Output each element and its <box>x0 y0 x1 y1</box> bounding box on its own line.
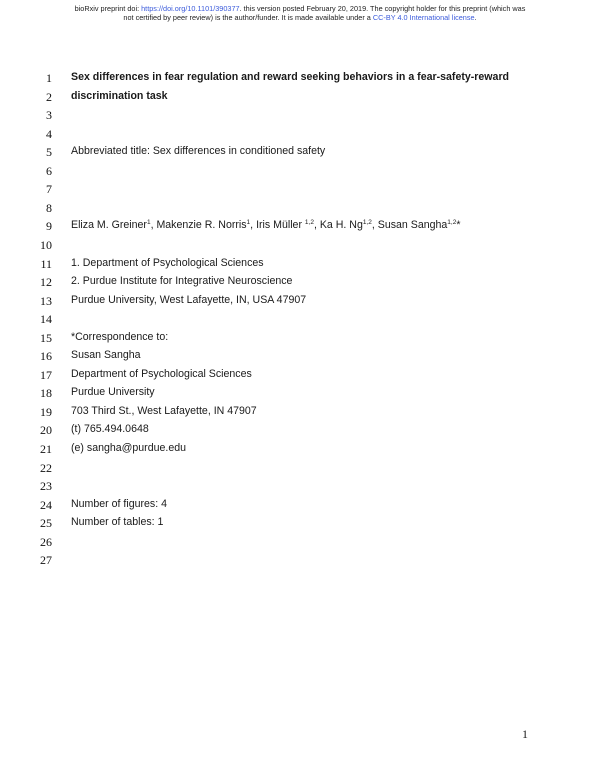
manuscript-line <box>0 143 600 162</box>
author-affiliation: 1,2 <box>447 219 457 227</box>
line-text: *Correspondence to: <box>71 330 169 343</box>
manuscript-line <box>0 477 600 496</box>
manuscript-line <box>0 421 600 440</box>
license-link[interactable]: CC-BY 4.0 International license <box>372 13 475 22</box>
author-separator: , <box>371 219 378 232</box>
line-text: 2. Purdue Institute for Integrative Neuroscience <box>71 275 293 288</box>
preprint-header <box>0 4 600 22</box>
line-number: 16 <box>40 349 52 364</box>
manuscript-line <box>0 533 600 552</box>
manuscript-line <box>0 292 600 311</box>
line-number: 12 <box>40 275 52 290</box>
manuscript-line <box>0 403 600 422</box>
line-number: 14 <box>40 312 52 327</box>
line-text: (t) 765.494.0648 <box>71 423 149 436</box>
manuscript-line <box>0 347 600 366</box>
line-number: 18 <box>40 386 52 401</box>
manuscript-line <box>0 366 600 385</box>
page-number: 1 <box>522 727 528 741</box>
author-affiliation: 1 <box>146 219 151 227</box>
line-number: 24 <box>40 497 52 512</box>
manuscript-line <box>0 88 600 107</box>
header-line-2 <box>0 13 600 22</box>
author-affiliation: 1 <box>246 219 251 227</box>
line-text: Number of figures: 4 <box>71 497 167 510</box>
manuscript-line <box>0 384 600 403</box>
author-name: Eliza M. Greiner <box>71 219 147 232</box>
header-line2-prefix: not certified by peer review) is the author/funder. It is made available under a <box>123 13 373 22</box>
line-number: 10 <box>40 237 52 252</box>
line-number: 4 <box>46 126 52 141</box>
line-number: 1 <box>46 71 52 85</box>
author-name: Iris Müller <box>256 219 305 232</box>
line-text: 703 Third St., West Lafayette, IN 47907 <box>71 404 257 417</box>
author-separator: , <box>150 219 157 232</box>
author-name: Susan Sangha <box>377 219 448 232</box>
manuscript-line <box>0 125 600 144</box>
manuscript-line <box>0 329 600 348</box>
doi-link[interactable]: https://doi.org/10.1101/390377 <box>141 4 240 13</box>
author-name: Ka H. Ng <box>319 219 363 232</box>
line-number: 21 <box>40 442 52 456</box>
author-affiliation: 1,2 <box>304 219 314 227</box>
header-doi-prefix: bioRxiv preprint doi: <box>74 4 142 13</box>
line-number: 15 <box>40 330 52 345</box>
manuscript-line <box>0 514 600 533</box>
author-name: Makenzie R. Norris <box>156 219 247 232</box>
manuscript-line <box>0 69 600 88</box>
line-number: 23 <box>40 479 52 494</box>
line-text: (e) sangha@purdue.edu <box>71 442 187 454</box>
manuscript-line <box>0 551 600 570</box>
author-separator: , <box>313 219 320 232</box>
author-list <box>71 219 460 231</box>
line-number: 11 <box>40 256 52 271</box>
line-number: 22 <box>40 460 52 475</box>
line-number: 17 <box>40 367 52 382</box>
line-text: Department of Psychological Sciences <box>71 367 252 380</box>
line-number: 19 <box>40 404 52 419</box>
manuscript-line <box>0 217 600 236</box>
manuscript-line <box>0 310 600 329</box>
line-number: 20 <box>40 423 52 438</box>
line-text: Abbreviated title: Sex differences in conditioned safety <box>71 145 326 158</box>
manuscript-line <box>0 236 600 255</box>
line-text: Purdue University, West Lafayette, IN, USA 47907 <box>71 293 307 306</box>
manuscript-line <box>0 162 600 181</box>
line-number: 6 <box>46 163 52 178</box>
manuscript-line <box>0 106 600 125</box>
paper-title: Sex differences in fear regulation and reward seeking behaviors in a fear-safety-reward <box>71 71 510 83</box>
author-separator: * <box>456 219 461 232</box>
paper-title: discrimination task <box>71 89 168 102</box>
line-number: 9 <box>46 219 52 234</box>
manuscript-line <box>0 459 600 478</box>
header-line1-suffix: . this version posted February 20, 2019. The copyright holder for this preprint (which was <box>239 4 526 13</box>
manuscript-line <box>0 496 600 515</box>
line-number: 25 <box>40 516 52 531</box>
line-number: 8 <box>46 200 52 215</box>
author-affiliation: 1,2 <box>362 219 372 227</box>
line-text: Purdue University <box>71 386 155 399</box>
line-number: 7 <box>46 182 52 197</box>
line-number: 13 <box>40 293 52 308</box>
line-number: 3 <box>46 108 52 123</box>
header-line2-suffix: . <box>474 13 477 22</box>
line-text: Number of tables: 1 <box>71 516 164 529</box>
manuscript-line <box>0 273 600 292</box>
line-text: 1. Department of Psychological Sciences <box>71 256 264 269</box>
line-number: 2 <box>46 89 52 104</box>
line-number: 26 <box>40 534 52 549</box>
header-line-1 <box>0 4 600 13</box>
manuscript-line <box>0 255 600 274</box>
author-separator: , <box>250 219 257 232</box>
manuscript-line <box>0 180 600 199</box>
line-text: Susan Sangha <box>71 349 141 362</box>
line-number: 5 <box>46 145 52 160</box>
manuscript-line <box>0 440 600 459</box>
manuscript-line <box>0 199 600 218</box>
line-number: 27 <box>40 553 52 568</box>
